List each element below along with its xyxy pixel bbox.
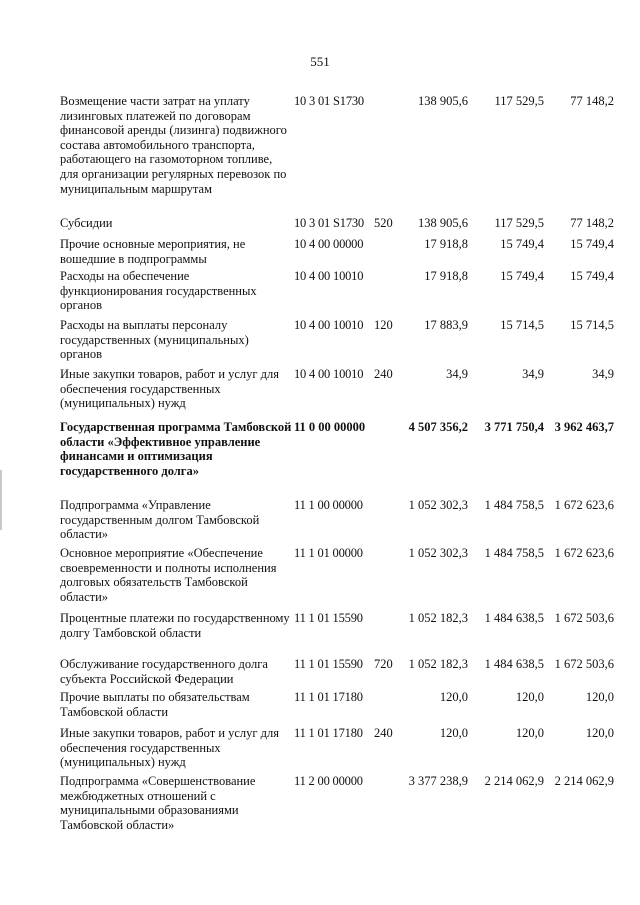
row-code: 11 0 00 00000 bbox=[294, 420, 366, 434]
row-value-1: 1 052 302,3 bbox=[408, 546, 468, 560]
row-value-2: 1 484 638,5 bbox=[484, 657, 544, 671]
row-code: 10 3 01 S1730 bbox=[294, 216, 364, 230]
row-name: Основное мероприятие «Обеспечение своевременности и полноты исполнения долговых обязательств Тамбовской области» bbox=[60, 546, 277, 604]
row-code: 10 4 00 10010 bbox=[294, 269, 364, 283]
row-value-3: 1 672 623,6 bbox=[554, 546, 614, 560]
row-value-2: 117 529,5 bbox=[494, 94, 544, 108]
row-code: 10 4 00 10010 bbox=[294, 318, 364, 332]
row-code: 11 1 01 17180 bbox=[294, 726, 363, 740]
row-vr: 520 bbox=[374, 216, 393, 230]
row-value-1: 1 052 182,3 bbox=[408, 611, 468, 625]
row-value-3: 3 962 463,7 bbox=[554, 420, 614, 434]
row-name: Государственная программа Тамбовской области «Эффективное управление финансами и оптимизация государственного долга» bbox=[60, 420, 292, 478]
row-value-2: 34,9 bbox=[522, 367, 544, 381]
row-value-1: 138 905,6 bbox=[418, 94, 468, 108]
row-value-3: 15 714,5 bbox=[570, 318, 614, 332]
row-code: 11 1 01 17180 bbox=[294, 690, 363, 704]
row-vr: 120 bbox=[374, 318, 393, 332]
row-value-2: 1 484 758,5 bbox=[484, 546, 544, 560]
row-value-3: 15 749,4 bbox=[570, 269, 614, 283]
row-name: Возмещение части затрат на уплату лизинговых платежей по договорам финансовой аренды (лизинга) подвижного состава автомобильного транспорта, работающего на газомоторном топливе, для организации регулярных перевозок по муниципальным маршрутам bbox=[60, 94, 287, 196]
row-value-2: 1 484 758,5 bbox=[484, 498, 544, 512]
row-code: 11 1 01 00000 bbox=[294, 546, 363, 560]
row-name: Прочие выплаты по обязательствам Тамбовской области bbox=[60, 690, 250, 719]
row-value-2: 15 714,5 bbox=[500, 318, 544, 332]
row-value-2: 15 749,4 bbox=[500, 269, 544, 283]
row-code: 11 2 00 00000 bbox=[294, 774, 363, 788]
row-name: Процентные платежи по государственному долгу Тамбовской области bbox=[60, 611, 290, 640]
row-value-1: 3 377 238,9 bbox=[408, 774, 468, 788]
row-vr: 720 bbox=[374, 657, 393, 671]
row-name: Обслуживание государственного долга субъекта Российской Федерации bbox=[60, 657, 268, 686]
row-value-2: 2 214 062,9 bbox=[484, 774, 544, 788]
row-code: 10 4 00 10010 bbox=[294, 367, 364, 381]
row-name: Иные закупки товаров, работ и услуг для обеспечения государственных (муниципальных) нужд bbox=[60, 367, 280, 411]
row-value-2: 117 529,5 bbox=[494, 216, 544, 230]
row-name: Иные закупки товаров, работ и услуг для обеспечения государственных (муниципальных) нужд bbox=[60, 726, 280, 770]
row-value-3: 77 148,2 bbox=[570, 94, 614, 108]
row-code: 11 1 00 00000 bbox=[294, 498, 363, 512]
row-code: 11 1 01 15590 bbox=[294, 657, 363, 671]
row-value-1: 138 905,6 bbox=[418, 216, 468, 230]
row-name: Подпрограмма «Управление государственным долгом Тамбовской области» bbox=[60, 498, 260, 542]
row-value-3: 1 672 623,6 bbox=[554, 498, 614, 512]
row-value-2: 3 771 750,4 bbox=[484, 420, 544, 434]
row-value-3: 120,0 bbox=[585, 690, 614, 704]
row-value-1: 1 052 302,3 bbox=[408, 498, 468, 512]
row-value-1: 4 507 356,2 bbox=[408, 420, 468, 434]
margin-mark bbox=[0, 470, 2, 530]
row-name: Прочие основные мероприятия, не вошедшие в подпрограммы bbox=[60, 237, 246, 266]
row-value-3: 15 749,4 bbox=[570, 237, 614, 251]
row-code: 10 3 01 S1730 bbox=[294, 94, 364, 108]
row-value-3: 1 672 503,6 bbox=[554, 611, 614, 625]
row-value-3: 1 672 503,6 bbox=[554, 657, 614, 671]
row-value-3: 77 148,2 bbox=[570, 216, 614, 230]
row-value-2: 15 749,4 bbox=[500, 237, 544, 251]
row-value-1: 120,0 bbox=[439, 690, 468, 704]
row-value-1: 120,0 bbox=[439, 726, 468, 740]
row-value-3: 120,0 bbox=[585, 726, 614, 740]
row-name: Расходы на обеспечение функционирования государственных органов bbox=[60, 269, 257, 313]
row-value-1: 34,9 bbox=[446, 367, 468, 381]
row-vr: 240 bbox=[374, 726, 393, 740]
row-vr: 240 bbox=[374, 367, 393, 381]
row-value-1: 17 918,8 bbox=[424, 237, 468, 251]
page-number: 551 bbox=[310, 54, 330, 69]
row-value-2: 120,0 bbox=[515, 690, 544, 704]
row-name: Субсидии bbox=[60, 216, 113, 230]
row-value-1: 17 918,8 bbox=[424, 269, 468, 283]
row-value-2: 120,0 bbox=[515, 726, 544, 740]
row-name: Подпрограмма «Совершенствование межбюджетных отношений с муниципальными образованиями Тамбовской области» bbox=[60, 774, 256, 832]
row-value-3: 34,9 bbox=[592, 367, 614, 381]
row-name: Расходы на выплаты персоналу государственных (муниципальных) органов bbox=[60, 318, 249, 362]
row-value-3: 2 214 062,9 bbox=[554, 774, 614, 788]
row-value-1: 17 883,9 bbox=[424, 318, 468, 332]
row-code: 11 1 01 15590 bbox=[294, 611, 363, 625]
row-value-2: 1 484 638,5 bbox=[484, 611, 544, 625]
row-value-1: 1 052 182,3 bbox=[408, 657, 468, 671]
row-code: 10 4 00 00000 bbox=[294, 237, 364, 251]
